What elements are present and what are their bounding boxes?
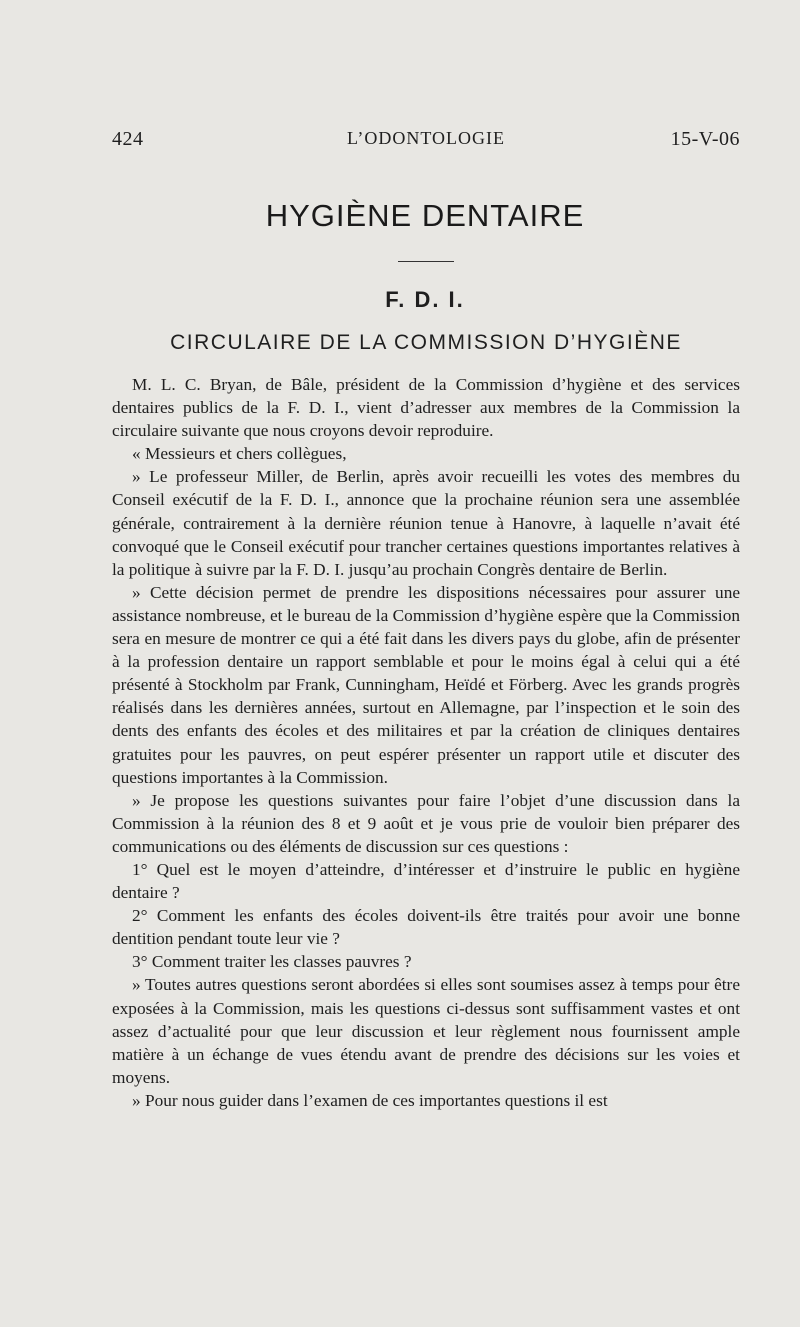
paragraph: 1° Quel est le moyen d’atteindre, d’intéresser et d’instruire le public en hygiène dentaire ? bbox=[112, 859, 740, 903]
journal-title: L’ODONTOLOGIE bbox=[347, 128, 505, 148]
article-body bbox=[112, 373, 740, 1112]
paragraph: » Le professeur Miller, de Berlin, après avoir recueilli les votes des membres du Conseil exécutif de la F. D. I., annonce que la prochaine réunion sera une assemblée générale, contrairement à la dernière réunion tenue à Hanovre, à laquelle n’avait été convoqué que le Conseil exécutif pour trancher certaines questions importantes relatives à la politique à suivre par la F. D. I. jusqu’au prochain Congrès dentaire de Berlin. bbox=[112, 467, 740, 579]
paragraph: M. L. C. Bryan, de Bâle, président de la Commission d’hygiène et des services dentaires publics de la F. D. I., vient d’adresser aux membres de la Commission la circulaire suivante que nous croyons devoir reproduire. bbox=[112, 375, 740, 441]
page-number: 424 bbox=[112, 128, 144, 150]
paragraph: 2° Comment les enfants des écoles doivent-ils être traités pour avoir une bonne dentition pendant toute leur vie ? bbox=[112, 906, 740, 949]
paragraph: » Je propose les questions suivantes pour faire l’objet d’une discussion dans la Commission à la réunion des 8 et 9 août et je vous prie de vouloir bien préparer des communications ou des éléments de discussion sur ces questions : bbox=[112, 790, 740, 856]
title-divider bbox=[398, 261, 454, 262]
article-subtitle: CIRCULAIRE DE LA COMMISSION D’HYGIÈNE bbox=[170, 331, 682, 354]
paragraph: » Cette décision permet de prendre les dispositions nécessaires pour assurer une assistance nombreuse, et le bureau de la Commission d’hygiène espère que la Commission sera en mesure de montrer ce qui a été fait dans les divers pays du globe, afin de présenter à la profession dentaire un rapport semblable et pour le moins égal à celui qui a été présenté à Stockholm par Frank, Cunningham, Heïdé et Förberg. Avec les grands progrès réalisés dans les dernières années, surtout en Allemagne, par l’inspection et le soin des dents des enfants des écoles et des militaires et par la création de cliniques dentaires gratuites pour les pauvres, on peut espérer présenter un rapport utile et discuter des questions importantes à la Commission. bbox=[112, 582, 740, 787]
article-title: HYGIÈNE DENTAIRE bbox=[265, 198, 585, 233]
paragraph: » Pour nous guider dans l’examen de ces importantes questions il est bbox=[132, 1090, 608, 1110]
issue-date: 15-V-06 bbox=[670, 128, 740, 150]
running-header bbox=[112, 128, 740, 158]
paragraph: » Toutes autres questions seront abordées si elles sont soumises assez à temps pour être exposées à la Commission, mais les questions ci-dessus sont suffisamment vastes et ont assez d’actualité pour que leur discussion et leur règlement nous fournissent ample matière à un échange de vues étendu avant de prendre des décisions sur les voies et moyens. bbox=[112, 975, 740, 1087]
organization-heading: F. D. I. bbox=[385, 287, 465, 312]
paragraph: 3° Comment traiter les classes pauvres ? bbox=[132, 952, 412, 972]
paragraph: « Messieurs et chers collègues, bbox=[132, 444, 347, 464]
